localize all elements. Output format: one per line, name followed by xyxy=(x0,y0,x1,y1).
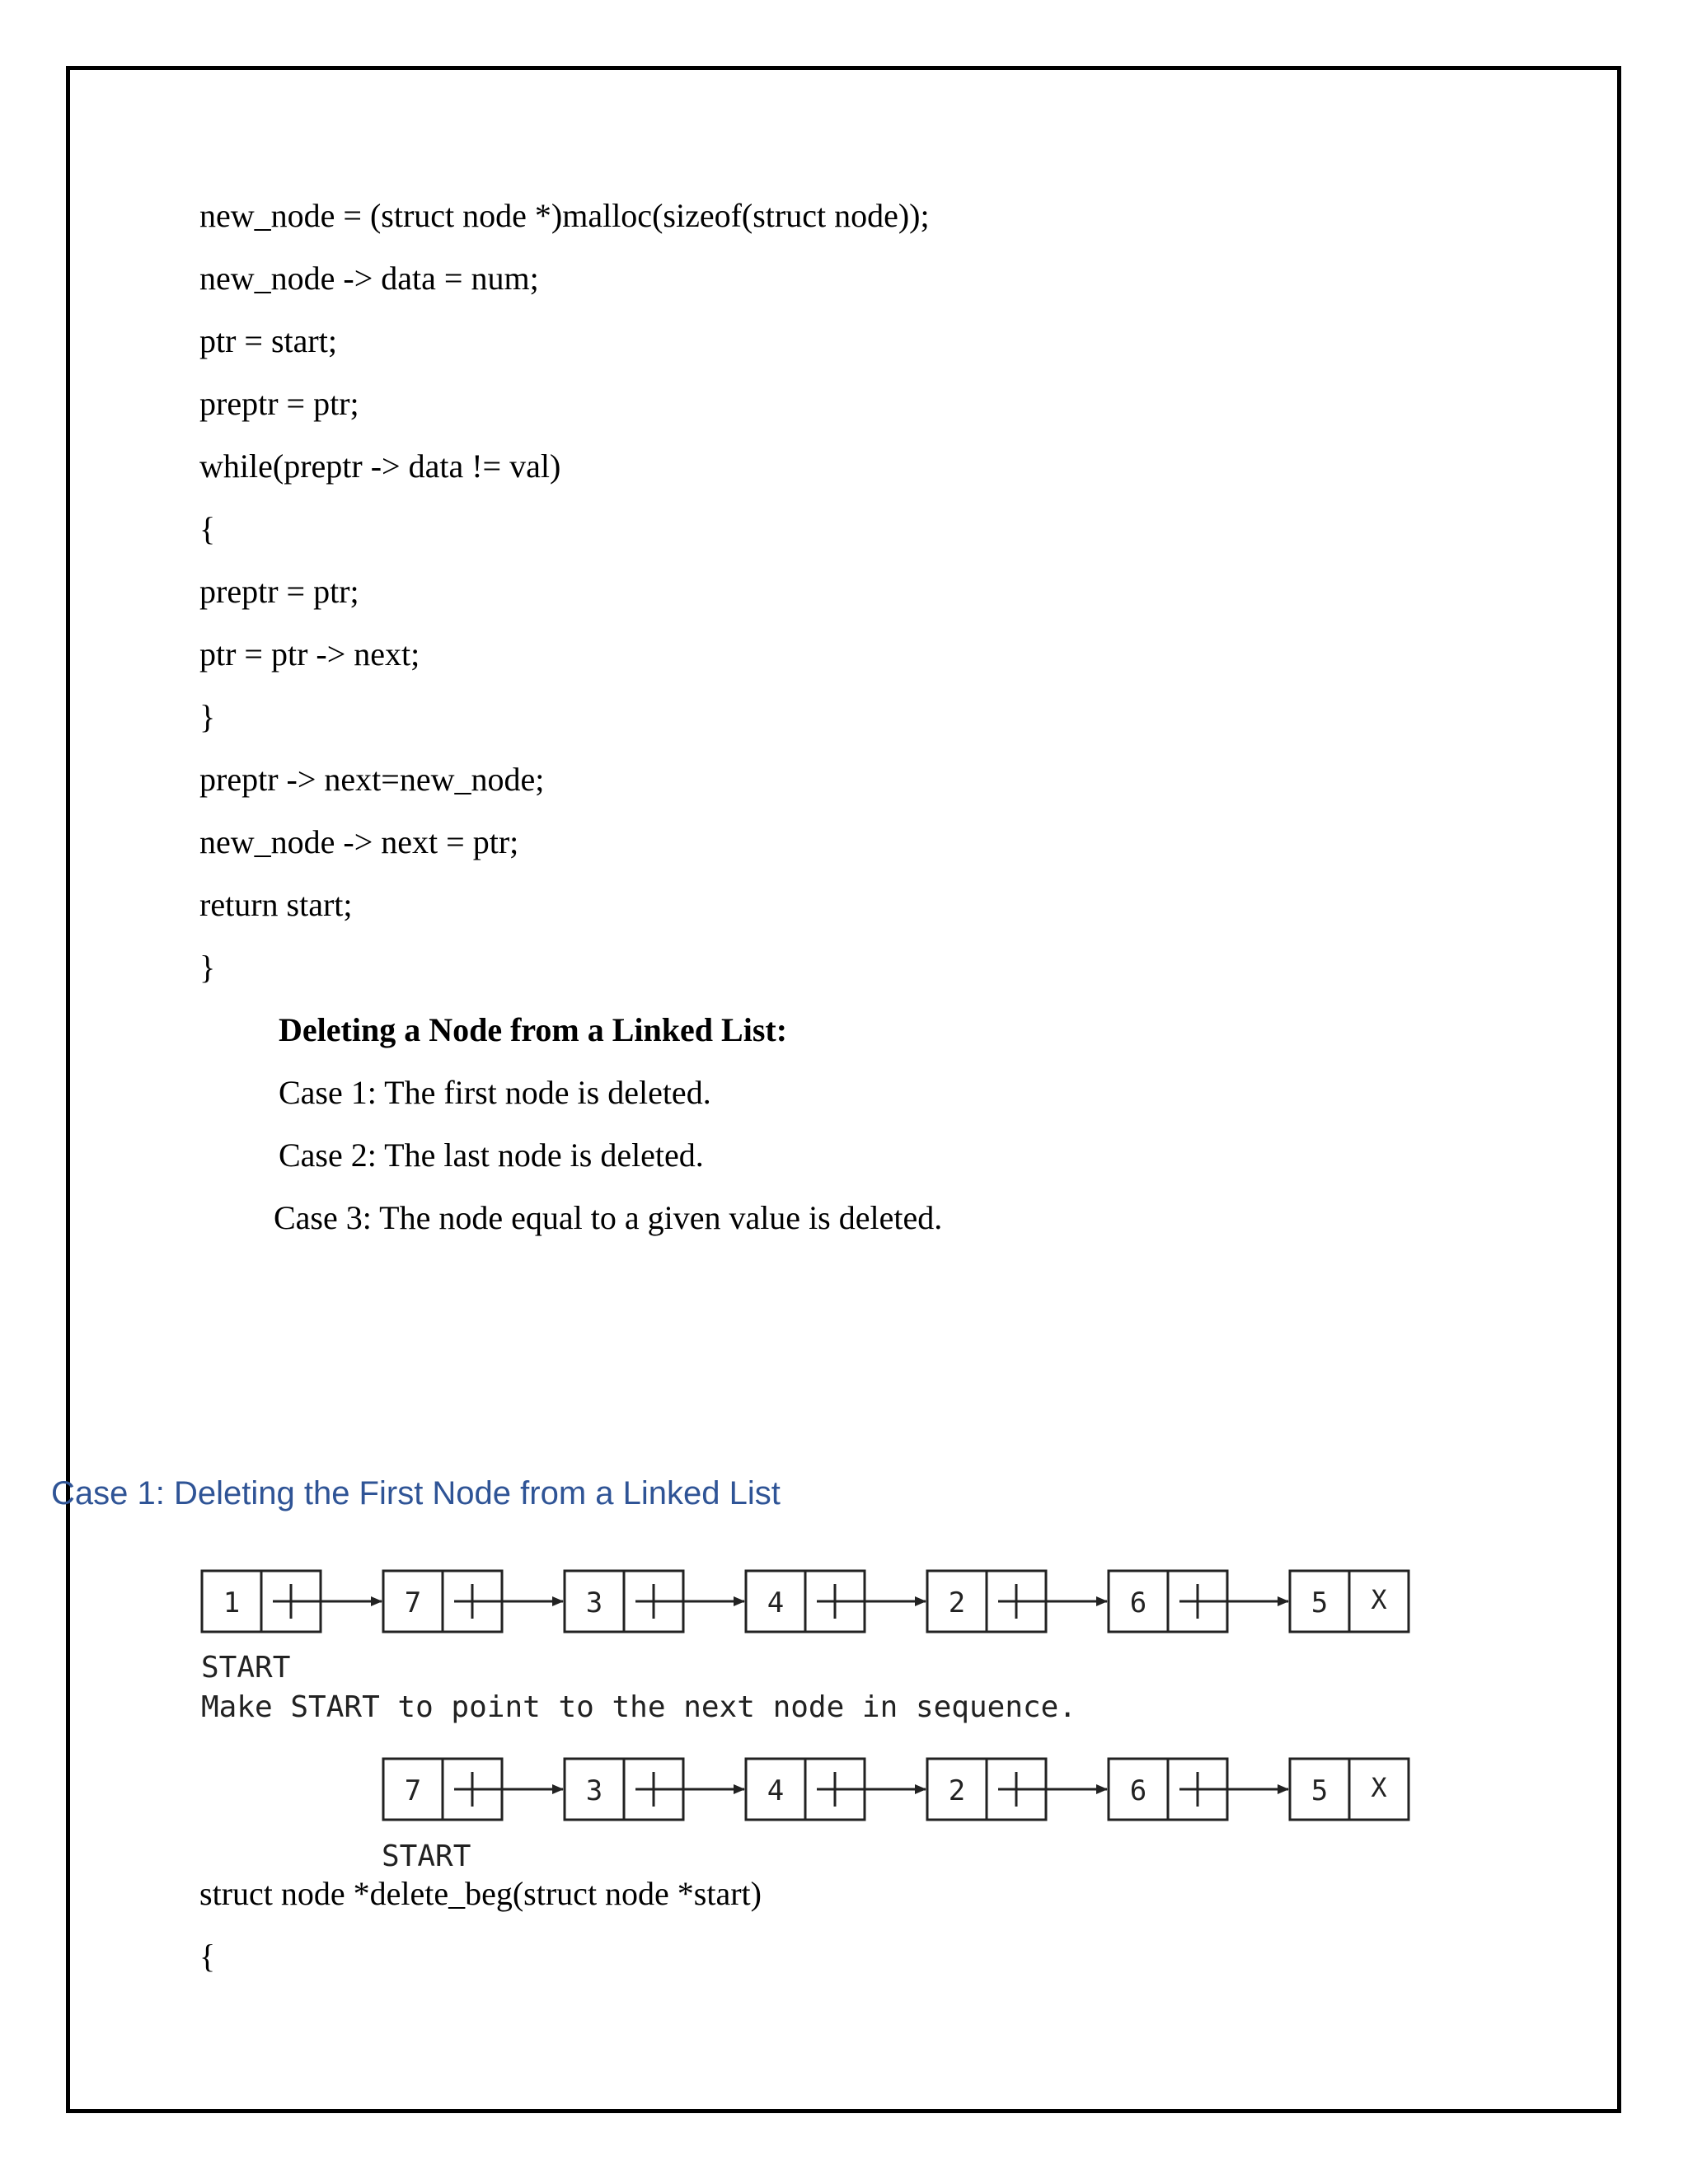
node-value: 3 xyxy=(585,1774,603,1807)
list-node xyxy=(383,1571,563,1632)
list-node xyxy=(383,1759,563,1820)
start-label: START xyxy=(382,1840,471,1873)
linked-list-after xyxy=(383,1759,1409,1820)
node-value: 2 xyxy=(948,1586,966,1619)
case-item: Case 2: The last node is deleted. xyxy=(279,1137,704,1174)
list-node xyxy=(202,1571,382,1632)
null-marker: X xyxy=(1371,1772,1387,1803)
list-node xyxy=(1109,1759,1288,1820)
linked-list-before xyxy=(202,1571,1409,1632)
code-line: new_node = (struct node *)malloc(sizeof(struct node)); xyxy=(199,197,930,234)
code-line: { xyxy=(199,510,216,547)
code-line: struct node *delete_beg(struct node *start) xyxy=(199,1875,762,1912)
node-value: 2 xyxy=(948,1774,966,1807)
case-item: Case 3: The node equal to a given value is deleted. xyxy=(274,1199,943,1236)
code-line: new_node -> data = num; xyxy=(199,260,539,297)
node-value: 7 xyxy=(404,1774,422,1807)
node-value: 4 xyxy=(767,1774,785,1807)
list-node xyxy=(565,1571,744,1632)
case-item: Case 1: The first node is deleted. xyxy=(279,1074,711,1111)
start-label: START xyxy=(201,1651,291,1685)
deleting-heading: Deleting a Node from a Linked List: xyxy=(279,1011,788,1048)
list-node xyxy=(565,1759,744,1820)
null-marker: X xyxy=(1371,1584,1387,1615)
list-node xyxy=(927,1759,1107,1820)
node-value: 3 xyxy=(585,1586,603,1619)
list-node xyxy=(1290,1571,1409,1632)
node-value: 6 xyxy=(1129,1774,1147,1807)
instruction-text: Make START to point to the next node in sequence. xyxy=(201,1690,1077,1724)
code-line: return start; xyxy=(199,886,353,923)
list-node xyxy=(746,1759,926,1820)
list-node xyxy=(1290,1759,1409,1820)
list-node xyxy=(927,1571,1107,1632)
code-line: } xyxy=(199,698,216,735)
code-line: ptr = ptr -> next; xyxy=(199,635,420,673)
list-node xyxy=(1109,1571,1288,1632)
code-line: new_node -> next = ptr; xyxy=(199,823,519,860)
node-value: 4 xyxy=(767,1586,785,1619)
code-line: preptr = ptr; xyxy=(199,573,359,610)
code-line: while(preptr -> data != val) xyxy=(199,448,561,485)
node-value: 5 xyxy=(1311,1774,1329,1807)
code-line: { xyxy=(199,1938,216,1975)
list-node xyxy=(746,1571,926,1632)
code-line: preptr = ptr; xyxy=(199,385,359,422)
section-title: Case 1: Deleting the First Node from a Linked List xyxy=(51,1475,781,1511)
node-value: 6 xyxy=(1129,1586,1147,1619)
code-line: preptr -> next=new_node; xyxy=(199,761,545,798)
code-line: ptr = start; xyxy=(199,322,337,359)
node-value: 7 xyxy=(404,1586,422,1619)
node-value: 1 xyxy=(223,1586,241,1619)
node-value: 5 xyxy=(1311,1586,1329,1619)
code-line: } xyxy=(199,949,216,986)
